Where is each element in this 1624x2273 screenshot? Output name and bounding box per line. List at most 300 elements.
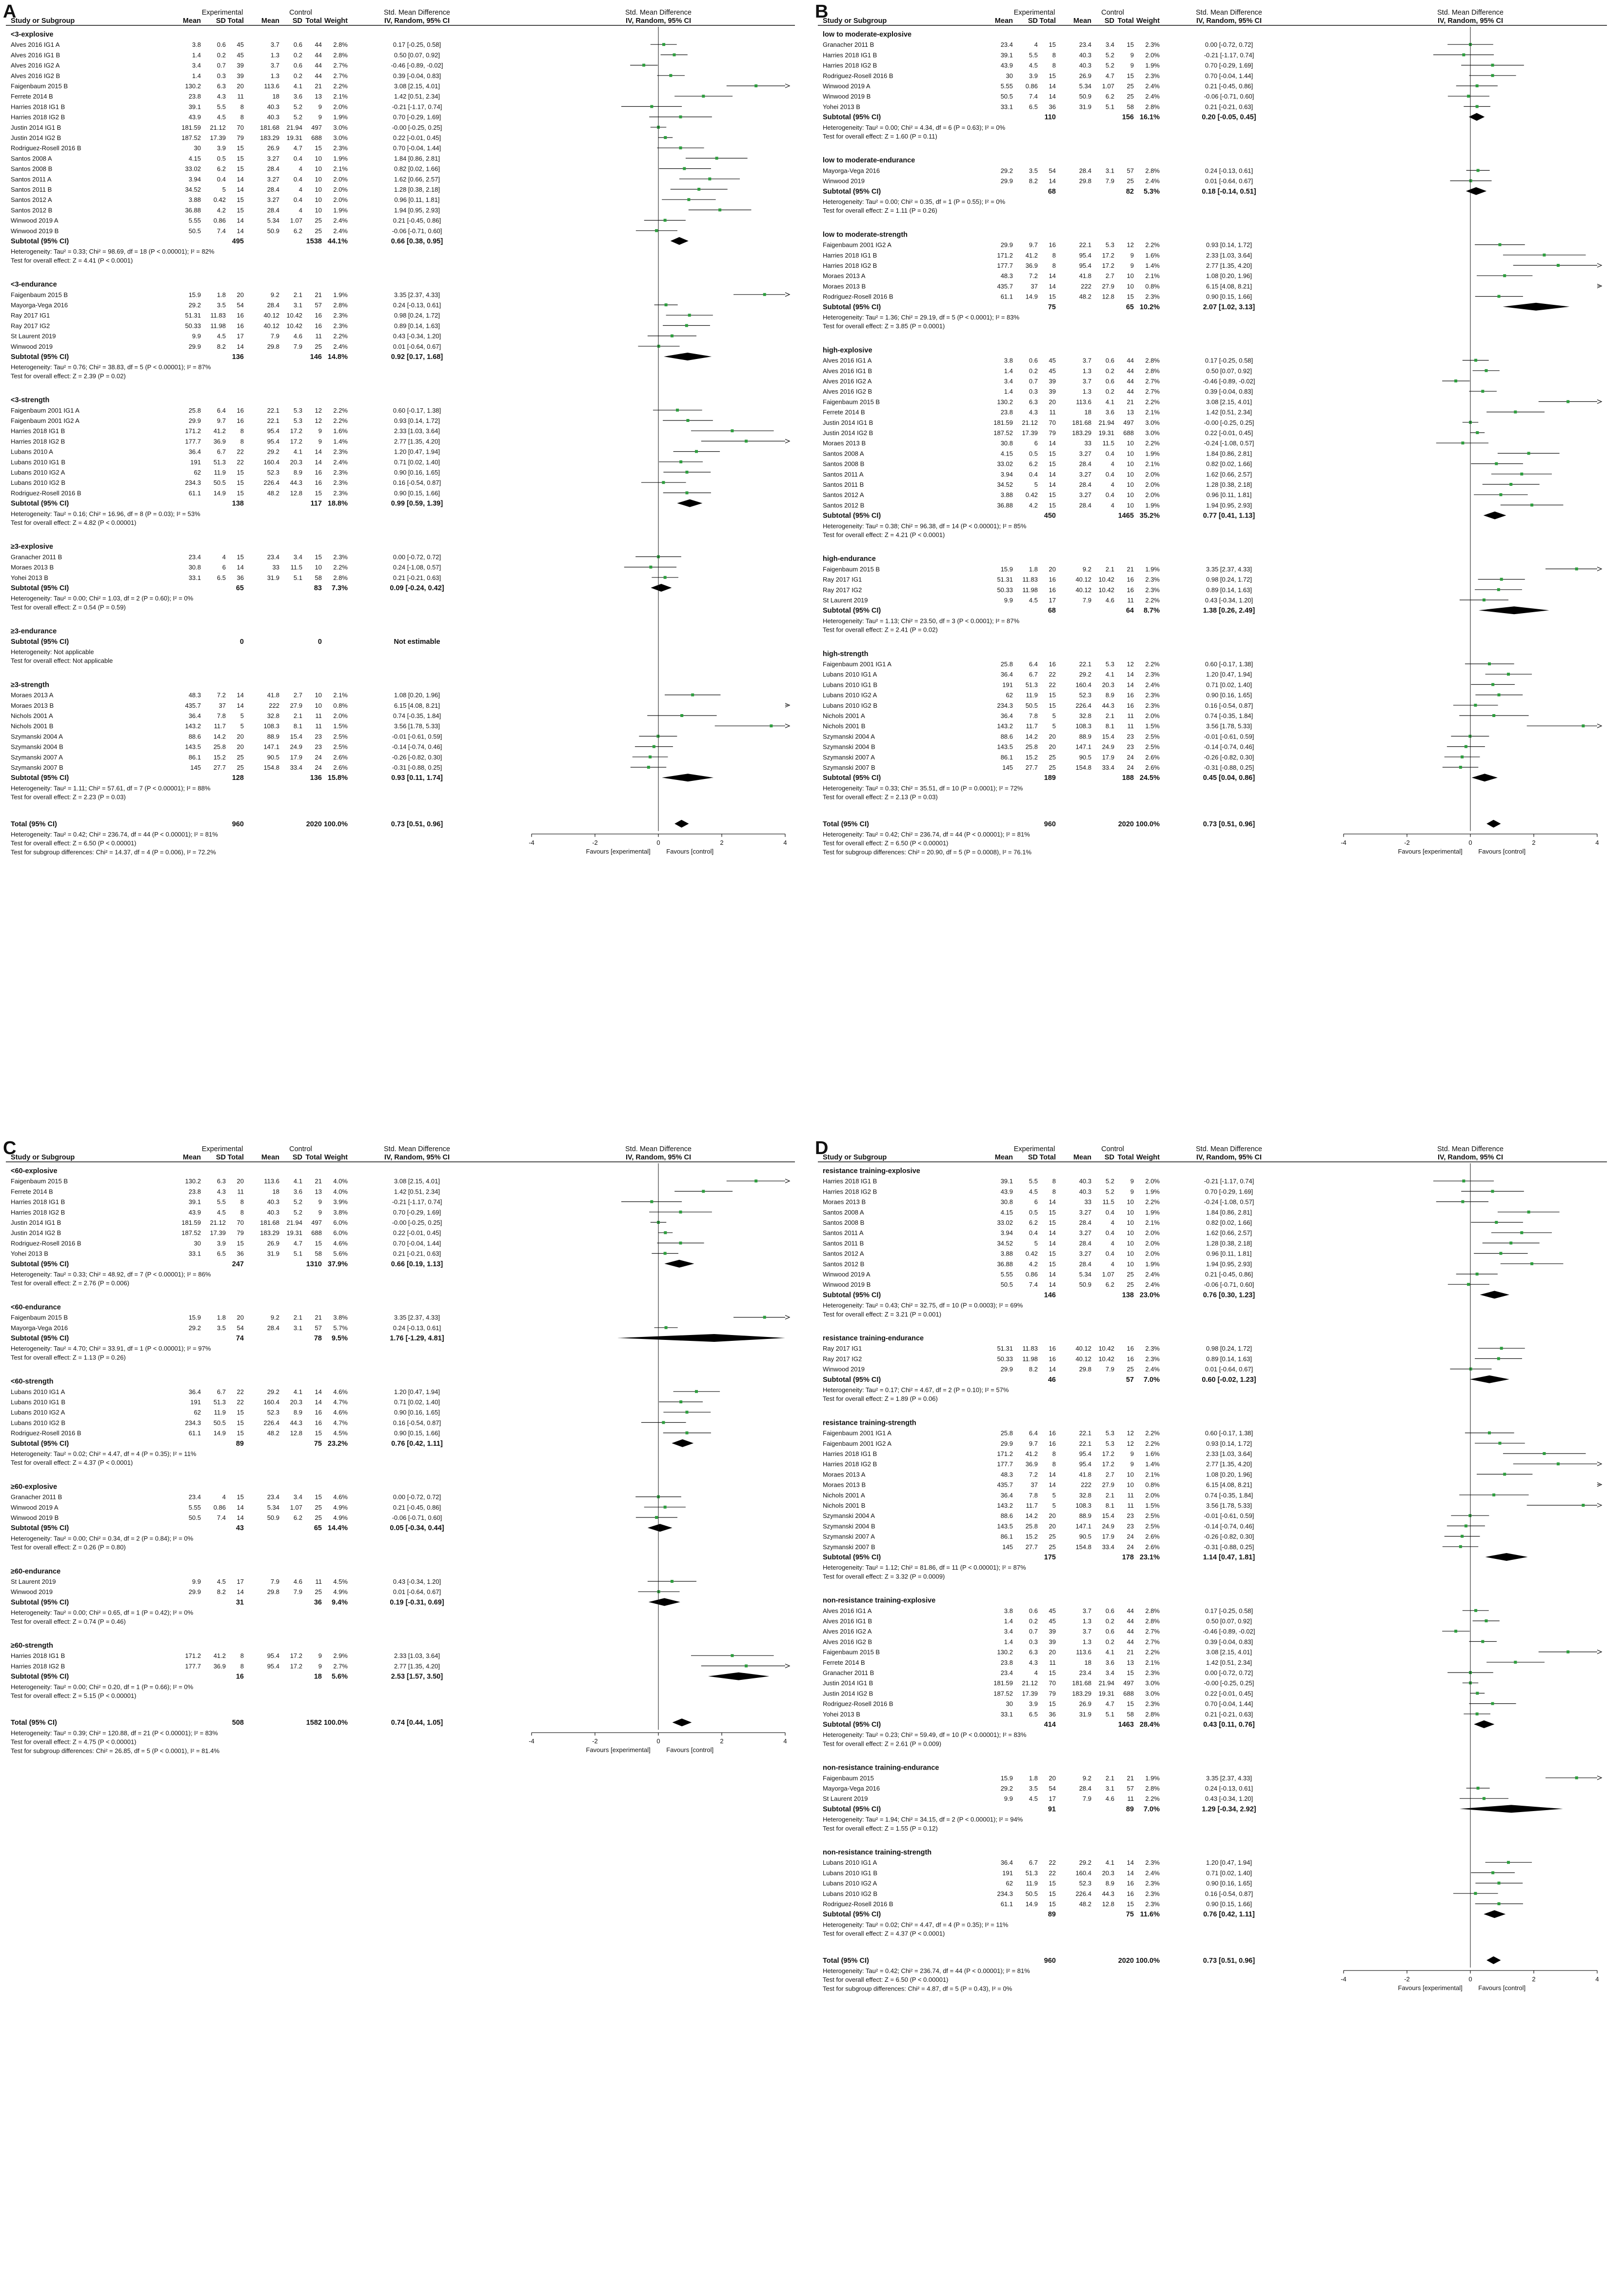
sd-exp: 17.39 <box>210 134 226 141</box>
sd-ctrl: 3.4 <box>293 1493 302 1501</box>
sd-ctrl: 2.1 <box>293 712 302 719</box>
subtotal-ci: 1.38 [0.26, 2.49] <box>1203 607 1255 615</box>
total-exp: 15 <box>1049 1208 1056 1216</box>
header-weight: Weight <box>1136 17 1160 25</box>
study-label: Justin 2014 IG2 B <box>823 429 873 437</box>
mean-ctrl: 23.4 <box>1079 1669 1091 1676</box>
point-estimate <box>1527 1211 1530 1214</box>
mean-ctrl: 160.4 <box>1075 681 1091 689</box>
total-exp: 8 <box>1052 51 1056 59</box>
sd-exp: 14.9 <box>213 489 226 497</box>
mean-ctrl: 7.9 <box>270 332 279 340</box>
total-exp: 20 <box>1049 743 1056 751</box>
subtotal-weight: 16.1% <box>1139 113 1160 121</box>
total-exp: 15 <box>237 206 244 214</box>
mean-exp: 48.3 <box>188 691 201 699</box>
mean-exp: 36.4 <box>1000 1491 1013 1499</box>
mean-exp: 39.1 <box>1000 51 1013 59</box>
subtotal-total-exp: 175 <box>1044 1554 1056 1561</box>
study-label: Szymanski 2004 A <box>823 1512 875 1520</box>
weight-value: 2.8% <box>333 301 348 309</box>
point-estimate <box>1476 105 1479 108</box>
total-exp: 14 <box>237 227 244 235</box>
total-ctrl: 10 <box>1127 450 1134 458</box>
total-exp: 20 <box>237 82 244 90</box>
sd-ctrl: 5.3 <box>1105 1429 1114 1437</box>
ci-value: -0.01 [-0.61, 0.59] <box>1204 733 1254 740</box>
sd-ctrl: 11.5 <box>290 563 302 571</box>
sd-exp: 6.3 <box>217 1177 226 1185</box>
study-label: Nichols 2001 A <box>11 712 53 719</box>
sd-ctrl: 17.2 <box>290 427 302 435</box>
total-exp: 14 <box>1049 1365 1056 1373</box>
mean-ctrl: 95.4 <box>267 438 279 445</box>
mean-ctrl: 108.3 <box>263 722 279 730</box>
weight-value: 2.0% <box>1145 1229 1160 1237</box>
mean-ctrl: 28.4 <box>267 206 279 214</box>
point-estimate <box>1503 1473 1506 1475</box>
point-estimate <box>754 1179 757 1182</box>
total-ctrl: 10 <box>1127 439 1134 447</box>
total-ctrl: 13 <box>315 1188 322 1196</box>
heterogeneity-text: Heterogeneity: Tau² = 0.02; Chi² = 4.47, df = 4 (P = 0.35); I² = 11% <box>823 1921 1009 1929</box>
subtotal-diamond <box>1484 512 1506 519</box>
sd-exp: 6 <box>1034 1198 1038 1206</box>
subtotal-weight: 7.0% <box>1143 1376 1160 1384</box>
study-label: Justin 2014 IG1 B <box>11 1219 61 1226</box>
mean-exp: 143.5 <box>185 743 201 751</box>
subtotal-label: Subtotal (95% CI) <box>11 1439 69 1448</box>
overall-effect-text: Test for overall effect: Z = 4.82 (P < 0.00001) <box>11 519 137 526</box>
subtotal-total-exp: 189 <box>1044 774 1056 782</box>
ci-value: 0.16 [-0.54, 0.87] <box>393 1419 441 1427</box>
favours-experimental-label: Favours [experimental] <box>586 1746 651 1754</box>
header-mean-ctrl: Mean <box>1073 17 1091 25</box>
weight-value: 2.3% <box>333 479 348 487</box>
sd-exp: 21.12 <box>1022 1679 1038 1687</box>
weight-value: 2.3% <box>333 469 348 476</box>
total-exp: 14 <box>237 701 244 709</box>
total-ctrl: 9 <box>1130 1450 1134 1457</box>
mean-ctrl: 52.3 <box>267 1409 279 1416</box>
overall-effect-text: Test for overall effect: Not applicable <box>11 657 113 665</box>
point-estimate <box>669 74 672 77</box>
subgroup-title: ≥60-strength <box>11 1642 53 1650</box>
point-estimate <box>686 1411 689 1414</box>
point-estimate <box>695 450 698 453</box>
subgroup-title: resistance training-explosive <box>823 1167 920 1175</box>
header-method: IV, Random, 95% CI <box>384 1154 450 1161</box>
mean-ctrl: 40.3 <box>1079 51 1091 59</box>
subtotal-ci: Not estimable <box>394 638 440 646</box>
sd-ctrl: 3.4 <box>293 553 302 561</box>
ci-value: 0.39 [-0.04, 0.83] <box>1205 388 1253 396</box>
x-tick-label: 2 <box>1532 1975 1536 1983</box>
mean-ctrl: 222 <box>269 701 279 709</box>
study-label: Santos 2012 B <box>823 1260 865 1268</box>
ci-value: 0.21 [-0.45, 0.86] <box>1205 82 1253 90</box>
sd-ctrl: 0.4 <box>1105 470 1114 478</box>
sd-exp: 4.5 <box>1029 1188 1038 1196</box>
sd-exp: 3.9 <box>1029 72 1038 80</box>
study-label: Nichols 2001 A <box>823 712 865 719</box>
sd-ctrl: 6.2 <box>293 227 302 235</box>
point-estimate <box>1461 1535 1464 1538</box>
total-exp: 14 <box>237 175 244 183</box>
sd-exp: 5 <box>1034 481 1038 488</box>
ci-value: -0.24 [-1.08, 0.57] <box>1204 1198 1254 1206</box>
subtotal-diamond <box>1466 187 1486 195</box>
mean-exp: 43.9 <box>1000 1188 1013 1196</box>
sd-exp: 3.9 <box>217 144 226 152</box>
study-label: Santos 2011 A <box>11 175 52 183</box>
study-label: Lubans 2010 IG2 B <box>11 479 66 487</box>
total-exp: 25 <box>237 753 244 761</box>
subtotal-total-exp: 450 <box>1044 512 1056 520</box>
footer-stat: Test for overall effect: Z = 4.75 (P < 0.00001) <box>11 1738 137 1746</box>
weight-value: 2.3% <box>1145 586 1160 594</box>
mean-exp: 50.33 <box>997 586 1013 594</box>
total-exp: 8 <box>240 1662 244 1670</box>
total-ci: 0.73 [0.51, 0.96] <box>391 820 443 828</box>
mean-exp: 30.8 <box>1000 1198 1013 1206</box>
favours-control-label: Favours [control] <box>666 847 714 855</box>
study-label: Alves 2016 IG1 A <box>823 357 872 364</box>
total-label: Total (95% CI) <box>823 1956 869 1965</box>
total-ctrl: 12 <box>1127 1439 1134 1447</box>
total-ctrl: 10 <box>1127 501 1134 509</box>
study-label: Faigenbaum 2001 IG2 A <box>11 417 79 424</box>
ci-value: 0.96 [0.11, 1.81] <box>1206 491 1252 499</box>
sd-ctrl: 5.2 <box>293 103 302 111</box>
study-label: Harries 2018 IG2 B <box>11 1208 65 1216</box>
ci-value: 0.74 [-0.35, 1.84] <box>1205 1491 1253 1499</box>
subtotal-total-ctrl: 89 <box>1126 1805 1134 1814</box>
header-total-exp: Total <box>1039 1154 1056 1161</box>
weight-value: 2.2% <box>1145 439 1160 447</box>
sd-exp: 50.5 <box>1025 1890 1038 1897</box>
x-tick-label: 2 <box>1532 838 1536 846</box>
weight-value: 2.4% <box>1145 82 1160 90</box>
sd-ctrl: 19.31 <box>1098 429 1114 437</box>
ci-value: -0.31 [-0.88, 0.25] <box>392 764 442 771</box>
subtotal-total-ctrl: 138 <box>1122 1291 1134 1299</box>
sd-ctrl: 3.1 <box>293 301 302 309</box>
sd-exp: 0.6 <box>217 41 226 49</box>
total-exp: 8 <box>240 438 244 445</box>
mean-ctrl: 28.4 <box>1079 1219 1091 1226</box>
sd-exp: 0.42 <box>213 196 226 204</box>
subtotal-total-ctrl: 1538 <box>306 238 322 245</box>
point-estimate <box>697 188 700 191</box>
subgroup-title: non-resistance training-explosive <box>823 1596 936 1605</box>
total-ctrl: 10 <box>1127 1239 1134 1247</box>
subtotal-weight: 18.8% <box>327 499 348 508</box>
x-tick-label: 4 <box>1595 1975 1599 1983</box>
sd-ctrl: 33.4 <box>1102 764 1114 771</box>
study-label: Santos 2008 A <box>11 155 52 162</box>
subtotal-ci: 0.05 [-0.34, 0.44] <box>390 1524 444 1533</box>
total-exp: 22 <box>1049 1859 1056 1867</box>
ci-value: 0.98 [0.24, 1.72] <box>1206 576 1252 583</box>
study-label: Alves 2016 IG1 A <box>11 41 60 49</box>
mean-ctrl: 95.4 <box>267 1662 279 1670</box>
mean-ctrl: 48.2 <box>1079 293 1091 300</box>
weight-value: 2.5% <box>333 743 348 751</box>
ci-value: 2.77 [1.35, 4.20] <box>1206 262 1252 269</box>
total-exp: 15 <box>1049 1879 1056 1887</box>
point-estimate <box>686 419 689 422</box>
study-label: Moraes 2013 B <box>823 1198 866 1206</box>
sd-ctrl: 4.1 <box>293 1388 302 1396</box>
subtotal-diamond <box>648 1524 673 1532</box>
weight-value: 0.8% <box>1145 282 1160 290</box>
mean-exp: 29.9 <box>1000 1365 1013 1373</box>
sd-ctrl: 0.6 <box>293 61 302 69</box>
sd-ctrl: 10.42 <box>1098 586 1114 594</box>
study-label: Rodriguez-Rosell 2016 B <box>823 1700 893 1708</box>
sd-ctrl: 3.4 <box>1105 1669 1114 1676</box>
subtotal-ci: 0.99 [0.59, 1.39] <box>391 499 443 508</box>
study-label: Harries 2018 IG2 B <box>11 113 65 121</box>
total-ctrl: 9 <box>1130 1188 1134 1196</box>
point-estimate <box>1520 1231 1523 1234</box>
mean-exp: 36.4 <box>188 1388 201 1396</box>
mean-exp: 39.1 <box>1000 1177 1013 1185</box>
total-exp: 14 <box>237 217 244 224</box>
mean-exp: 88.6 <box>1000 733 1013 740</box>
sd-exp: 14.2 <box>213 733 226 740</box>
sd-ctrl: 0.6 <box>1105 1607 1114 1615</box>
mean-ctrl: 33 <box>1084 439 1091 447</box>
point-estimate <box>653 745 655 748</box>
total-exp: 14 <box>1049 1239 1056 1247</box>
header-weight: Weight <box>324 17 348 25</box>
ci-arrow <box>1597 399 1602 403</box>
subgroup-title: non-resistance training-endurance <box>823 1764 939 1772</box>
total-exp: 17 <box>1049 1795 1056 1803</box>
study-label: Santos 2012 A <box>823 1250 864 1257</box>
point-estimate <box>673 53 676 56</box>
overall-effect-text: Test for overall effect: Z = 4.41 (P < 0.0001) <box>11 257 133 264</box>
sd-ctrl: 8.1 <box>1105 722 1114 730</box>
mean-ctrl: 29.8 <box>1079 1365 1091 1373</box>
mean-exp: 23.8 <box>188 1188 201 1196</box>
mean-exp: 187.52 <box>993 429 1013 437</box>
ci-value: -0.06 [-0.71, 0.60] <box>1204 93 1254 100</box>
point-estimate <box>1461 756 1464 758</box>
mean-ctrl: 113.6 <box>1076 398 1091 406</box>
weight-value: 2.4% <box>1145 1271 1160 1278</box>
sd-ctrl: 17.2 <box>1102 262 1114 269</box>
sd-ctrl: 44.3 <box>1102 1890 1114 1897</box>
total-exp: 36 <box>1049 1710 1056 1718</box>
total-exp: 79 <box>237 1229 244 1237</box>
mean-ctrl: 33 <box>272 563 279 571</box>
subtotal-ci: 1.14 [0.47, 1.81] <box>1203 1554 1255 1561</box>
mean-ctrl: 113.6 <box>1076 1648 1091 1656</box>
mean-exp: 4.15 <box>1000 450 1013 458</box>
subtotal-ci: 0.76 [0.42, 1.11] <box>391 1439 443 1448</box>
x-tick-label: 0 <box>1468 838 1472 846</box>
weight-value: 1.9% <box>1145 1188 1160 1196</box>
study-label: Lubans 2010 IG1 B <box>11 1398 66 1406</box>
sd-ctrl: 2.7 <box>293 691 302 699</box>
sd-exp: 6.3 <box>217 82 226 90</box>
total-exp: 39 <box>1049 388 1056 396</box>
sd-exp: 4.3 <box>1029 408 1038 416</box>
subtotal-diamond <box>1480 1291 1509 1298</box>
header-weight: Weight <box>324 1154 348 1161</box>
sd-ctrl: 0.2 <box>1105 367 1114 375</box>
study-label: Santos 2011 B <box>823 481 864 488</box>
weight-value: 4.0% <box>333 1188 348 1196</box>
weight-value: 2.6% <box>1145 764 1160 771</box>
sd-exp: 4 <box>222 1493 226 1501</box>
total-exp: 8 <box>1052 1188 1056 1196</box>
total-ctrl: 10 <box>1127 1250 1134 1257</box>
sd-ctrl: 12.8 <box>290 1429 302 1437</box>
sd-ctrl: 20.3 <box>1102 681 1114 689</box>
total-ctrl: 14 <box>315 448 322 456</box>
heterogeneity-text: Heterogeneity: Tau² = 0.38; Chi² = 96.38, df = 14 (P < 0.00001); I² = 85% <box>823 522 1027 530</box>
sd-ctrl: 5.2 <box>293 1198 302 1206</box>
subtotal-ci: 0.93 [0.11, 1.74] <box>391 774 443 782</box>
x-tick-label: -2 <box>592 838 598 846</box>
header-sd-exp: SD <box>216 17 226 25</box>
total-exp: 14 <box>1049 1229 1056 1237</box>
header-mean-exp: Mean <box>182 1154 201 1161</box>
total-exp: 15 <box>237 196 244 204</box>
mean-ctrl: 41.8 <box>267 691 279 699</box>
sd-ctrl: 4.6 <box>1105 1795 1114 1803</box>
total-ctrl: 12 <box>1127 660 1134 668</box>
sd-ctrl: 5.3 <box>1105 660 1114 668</box>
sd-exp: 11.7 <box>214 722 226 730</box>
total-ctrl: 58 <box>1127 1710 1134 1718</box>
total-label: Total (95% CI) <box>11 1719 57 1727</box>
study-label: Szymanski 2004 A <box>11 733 63 740</box>
subtotal-ci: 0.66 [0.19, 1.13] <box>391 1260 443 1268</box>
total-exp: 22 <box>237 448 244 456</box>
ci-arrow <box>1597 263 1602 267</box>
sd-exp: 4.5 <box>217 1208 226 1216</box>
subtotal-ci: 0.76 [0.42, 1.11] <box>1203 1911 1255 1919</box>
mean-exp: 30.8 <box>188 563 201 571</box>
total-ctrl: 16 <box>1127 576 1134 583</box>
total-ctrl: 10 <box>1127 1229 1134 1237</box>
ci-value: 0.89 [0.14, 1.63] <box>1206 1355 1252 1363</box>
point-estimate <box>664 576 667 579</box>
point-estimate <box>745 439 748 442</box>
mean-exp: 171.2 <box>997 251 1013 259</box>
ci-value: 0.43 [-0.34, 1.20] <box>393 1578 441 1585</box>
sd-exp: 36.9 <box>1025 262 1038 269</box>
overall-effect-text: Test for overall effect: Z = 1.55 (P = 0.12) <box>823 1824 938 1832</box>
sd-ctrl: 2.1 <box>293 291 302 299</box>
mean-exp: 15.9 <box>188 1314 201 1321</box>
subgroup-title: ≥60-explosive <box>11 1483 58 1491</box>
total-exp: 16 <box>1049 241 1056 249</box>
total-exp: 54 <box>1049 167 1056 175</box>
point-estimate <box>649 566 652 569</box>
sd-ctrl: 15.4 <box>290 733 302 740</box>
sd-ctrl: 15.4 <box>1102 1512 1114 1520</box>
point-estimate <box>686 1432 689 1435</box>
mean-exp: 234.3 <box>997 1890 1013 1897</box>
point-estimate <box>1467 1283 1470 1286</box>
subtotal-ci: 0.77 [0.41, 1.13] <box>1203 512 1255 520</box>
total-exp: 36 <box>237 1250 244 1257</box>
weight-value: 1.5% <box>1145 1502 1160 1509</box>
sd-ctrl: 0.4 <box>1105 1250 1114 1257</box>
total-ctrl: 57 <box>315 301 322 309</box>
sd-exp: 4.5 <box>1029 61 1038 69</box>
weight-value: 2.3% <box>1145 671 1160 678</box>
point-estimate <box>664 1252 667 1255</box>
overall-effect-text: Test for overall effect: Z = 1.13 (P = 0.26) <box>11 1354 126 1361</box>
mean-exp: 33.1 <box>1000 103 1013 111</box>
panel-letter: B <box>815 1 829 22</box>
study-label: Winwood 2019 <box>11 342 53 350</box>
sd-ctrl: 17.9 <box>1102 1533 1114 1540</box>
mean-exp: 1.4 <box>192 51 201 59</box>
weight-value: 2.2% <box>1145 241 1160 249</box>
study-label: Szymanski 2004 A <box>823 733 875 740</box>
ci-value: 0.22 [-0.01, 0.45] <box>393 1229 441 1237</box>
point-estimate <box>1461 441 1464 444</box>
mean-exp: 3.88 <box>1000 1250 1013 1257</box>
ci-value: 0.16 [-0.54, 0.87] <box>393 479 441 487</box>
mean-ctrl: 33 <box>1084 1198 1091 1206</box>
sd-ctrl: 4 <box>1110 460 1114 468</box>
mean-exp: 61.1 <box>1000 293 1013 300</box>
sd-exp: 8.2 <box>217 1588 226 1596</box>
study-label: Lubans 2010 IG1 B <box>11 458 66 466</box>
weight-value: 2.2% <box>333 332 348 340</box>
total-ctrl: 9 <box>318 103 322 111</box>
sd-ctrl: 5.2 <box>1105 51 1114 59</box>
overall-effect-text: Test for overall effect: Z = 1.89 (P = 0.06) <box>823 1395 938 1403</box>
subtotal-weight: 14.8% <box>327 353 348 361</box>
overall-effect-text: Test for overall effect: Z = 1.11 (P = 0.26) <box>823 207 937 215</box>
heterogeneity-text: Heterogeneity: Tau² = 0.00; Chi² = 0.20, df = 1 (P = 0.66); I² = 0% <box>11 1683 194 1691</box>
heterogeneity-text: Heterogeneity: Tau² = 0.00; Chi² = 0.34, df = 2 (P = 0.84); I² = 0% <box>11 1535 194 1542</box>
header-sd-ctrl: SD <box>1104 1154 1114 1161</box>
study-label: Harries 2018 IG2 B <box>11 438 65 445</box>
total-ctrl: 57 <box>315 1324 322 1332</box>
forest-plot-d <box>812 1136 1624 2273</box>
total-ctrl: 10 <box>315 196 322 204</box>
sd-ctrl: 0.2 <box>1105 1638 1114 1646</box>
point-estimate <box>1566 400 1569 403</box>
header-total-ctrl: Total <box>305 17 322 25</box>
mean-exp: 181.59 <box>993 1679 1013 1687</box>
study-label: Santos 2008 A <box>823 1208 864 1216</box>
ci-value: 0.70 [-0.04, 1.44] <box>1205 72 1253 80</box>
sd-ctrl: 4 <box>1110 501 1114 509</box>
header-total-exp: Total <box>227 17 244 25</box>
sd-exp: 4.3 <box>217 1188 226 1196</box>
study-label: Winwood 2019 A <box>11 1503 59 1511</box>
sd-exp: 0.4 <box>217 175 226 183</box>
weight-value: 4.5% <box>333 1578 348 1585</box>
mean-exp: 5.55 <box>1000 82 1013 90</box>
mean-exp: 143.5 <box>997 743 1013 751</box>
subtotal-total-exp: 68 <box>1048 607 1056 615</box>
sd-exp: 7.2 <box>217 691 226 699</box>
point-estimate <box>1468 735 1471 738</box>
